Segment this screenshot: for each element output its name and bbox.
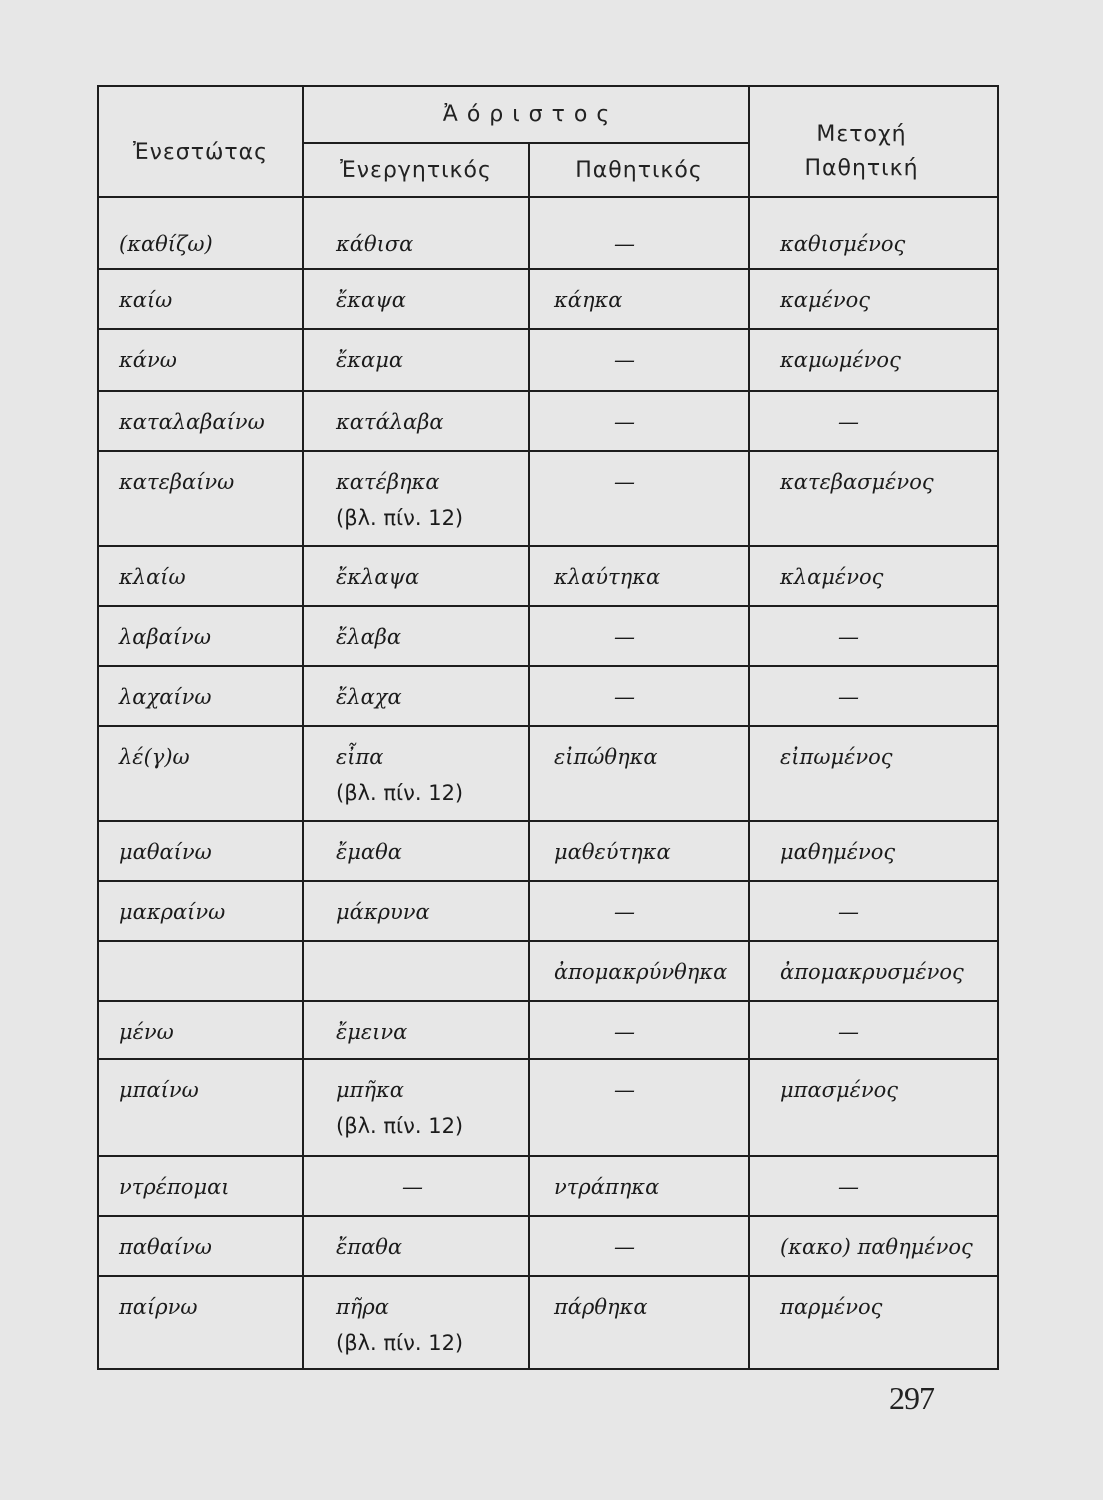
verb-form: ντρέπομαι [119,1175,230,1199]
dash-placeholder: — [838,1175,860,1199]
page-number: 297 [889,1380,934,1416]
verb-form: παθαίνω [119,1235,212,1259]
aorist-passive-cell [529,197,749,269]
verb-form: λαχαίνω [119,685,212,709]
aorist-active-header-label: Ἐνεργητικός [340,157,492,183]
verb-form: ἔμεινα [336,1020,408,1044]
verb-form: εἰπωμένος [780,745,893,769]
verb-form: κλαίω [119,565,186,589]
aorist-active-cell [303,941,529,1001]
header-row-top [98,86,998,143]
table-row [98,821,998,881]
dash-placeholder: — [614,685,635,709]
verb-form: ἔκλαψα [336,565,420,589]
verb-form: ἔκαψα [336,288,406,312]
aorist-passive-cell [529,821,749,881]
aorist-active-cell [303,666,529,726]
aorist-passive-cell [529,606,749,666]
verb-form: κλαμένος [780,565,884,589]
verb-form: ἔκαμα [336,348,404,372]
verb-form: μπασμένος [780,1078,899,1102]
aorist-passive-cell [529,666,749,726]
aorist-passive-cell [529,269,749,329]
passive-participle-cell [749,821,998,881]
aorist-passive-cell [529,329,749,391]
cross-reference-note: (βλ. πίν. 12) [336,1114,464,1138]
table-header [98,86,998,197]
aorist-active-cell [303,269,529,329]
verb-form: καίω [119,288,173,312]
verb-form: (κακο) παθημένος [780,1235,973,1259]
passive-participle-cell [749,1059,998,1156]
verb-form: μπαίνω [119,1078,199,1102]
aorist-active-cell [303,197,529,269]
verb-form: μάκρυνα [336,900,430,924]
table-row [98,546,998,606]
verb-form: πάρθηκα [554,1295,648,1319]
verb-form: ἔλαβα [336,625,402,649]
table-row [98,197,998,269]
aorist-active-cell [303,1001,529,1059]
dash-placeholder: — [614,232,635,256]
verb-form: μακραίνω [119,900,226,924]
aorist-active-cell [303,1276,529,1369]
table-row [98,329,998,391]
aorist-active-cell [303,1216,529,1276]
verb-form: ντράπηκα [554,1175,660,1199]
table-row [98,1276,998,1369]
present-tense-header [98,86,303,197]
verb-form: ἀπομακρύνθηκα [554,960,728,984]
cross-reference-note: (βλ. πίν. 12) [336,506,464,530]
present-tense-cell [98,329,303,391]
present-tense-cell [98,1276,303,1369]
verb-form: ἔμαθα [336,840,402,864]
verb-form: παρμένος [780,1295,883,1319]
present-tense-cell [98,391,303,451]
present-tense-cell [98,666,303,726]
aorist-passive-cell [529,546,749,606]
passive-participle-cell [749,666,998,726]
participle-header-line-2: Παθητική [804,155,919,181]
aorist-passive-cell [529,1276,749,1369]
passive-participle-cell [749,269,998,329]
passive-participle-header [749,86,998,197]
verb-form: κάνω [119,348,177,372]
passive-participle-cell [749,606,998,666]
aorist-passive-header-label: Παθητικός [575,157,703,183]
verb-form: μαθαίνω [119,840,212,864]
verb-form: μπῆκα [336,1078,404,1102]
present-tense-cell [98,269,303,329]
aorist-passive-cell [529,1001,749,1059]
aorist-active-cell [303,821,529,881]
present-tense-cell [98,1156,303,1216]
aorist-header [303,86,749,143]
dash-placeholder: — [838,685,860,709]
aorist-active-cell [303,726,529,821]
table-row [98,726,998,821]
table-row [98,1059,998,1156]
passive-participle-cell [749,941,998,1001]
participle-header-line-1: Μετοχή [816,121,907,147]
verb-form: παίρνω [119,1295,198,1319]
dash-placeholder: — [614,1020,635,1044]
passive-participle-cell [749,726,998,821]
aorist-active-cell [303,1156,529,1216]
dash-placeholder: — [614,625,635,649]
cross-reference-note: (βλ. πίν. 12) [336,1331,464,1355]
aorist-active-header [303,143,529,197]
present-tense-cell [98,606,303,666]
verb-form: κατέβηκα [336,470,440,494]
verb-form: εἶπα [336,745,384,769]
present-tense-cell [98,941,303,1001]
verb-form: μαθημένος [780,840,896,864]
dash-placeholder: — [614,1078,635,1102]
table-row [98,1156,998,1216]
verb-form: μένω [119,1020,174,1044]
dash-placeholder: — [614,1235,635,1259]
present-tense-cell [98,1059,303,1156]
verb-conjugation-table [97,85,999,1370]
aorist-active-cell [303,606,529,666]
verb-form: λέ(γ)ω [119,745,190,769]
verb-form: ἔλαχα [336,685,402,709]
table-row [98,1216,998,1276]
verb-form: καταλαβαίνω [119,410,265,434]
aorist-passive-cell [529,881,749,941]
table-row [98,269,998,329]
aorist-passive-cell [529,1059,749,1156]
present-tense-cell [98,821,303,881]
passive-participle-cell [749,881,998,941]
verb-form: καθισμένος [780,232,906,256]
present-tense-cell [98,726,303,821]
passive-participle-cell [749,197,998,269]
aorist-passive-cell [529,1216,749,1276]
aorist-passive-cell [529,1156,749,1216]
passive-participle-cell [749,451,998,546]
verb-form: λαβαίνω [119,625,211,649]
aorist-active-cell [303,1059,529,1156]
aorist-passive-cell [529,451,749,546]
verb-form: εἰπώθηκα [554,745,658,769]
verb-form: καμωμένος [780,348,901,372]
table-row [98,666,998,726]
aorist-active-cell [303,391,529,451]
verb-form: κατεβαίνω [119,470,235,494]
passive-participle-cell [749,1276,998,1369]
aorist-header-label: Ἀόριστος [442,102,619,127]
verb-form: κάθισα [336,232,414,256]
dash-placeholder: — [614,470,635,494]
passive-participle-cell [749,546,998,606]
verb-form: πῆρα [336,1295,389,1319]
table-row [98,451,998,546]
table-body [98,197,998,1369]
passive-participle-cell [749,1001,998,1059]
aorist-active-cell [303,546,529,606]
aorist-passive-header [529,143,749,197]
aorist-active-cell [303,451,529,546]
dash-placeholder: — [614,348,635,372]
verb-form: μαθεύτηκα [554,840,671,864]
verb-form: ἔπαθα [336,1235,403,1259]
verb-form: (καθίζω) [119,232,213,256]
present-tense-cell [98,546,303,606]
dash-placeholder: — [838,625,860,649]
verb-form: κάηκα [554,288,623,312]
dash-placeholder: — [838,900,860,924]
table-row [98,391,998,451]
aorist-active-cell [303,881,529,941]
present-tense-cell [98,451,303,546]
present-tense-cell [98,881,303,941]
passive-participle-cell [749,1156,998,1216]
present-tense-header-label: Ἐνεστώτας [132,140,269,165]
passive-participle-cell [749,1216,998,1276]
aorist-passive-cell [529,391,749,451]
dash-placeholder: — [614,900,635,924]
verb-form: κατεβασμένος [780,470,934,494]
present-tense-cell [98,1216,303,1276]
verb-form: κατάλαβα [336,410,444,434]
table-row [98,1001,998,1059]
dash-placeholder: — [838,410,860,434]
dash-placeholder: — [614,410,635,434]
passive-participle-cell [749,391,998,451]
table-row [98,941,998,1001]
cross-reference-note: (βλ. πίν. 12) [336,781,464,805]
verb-form: ἀπομακρυσμένος [780,960,964,984]
verb-form: κλαύτηκα [554,565,661,589]
aorist-passive-cell [529,941,749,1001]
dash-placeholder: — [402,1175,423,1199]
table-row [98,606,998,666]
verb-form: καμένος [780,288,871,312]
aorist-active-cell [303,329,529,391]
passive-participle-cell [749,329,998,391]
present-tense-cell [98,197,303,269]
aorist-passive-cell [529,726,749,821]
dash-placeholder: — [838,1020,860,1044]
present-tense-cell [98,1001,303,1059]
table-row [98,881,998,941]
